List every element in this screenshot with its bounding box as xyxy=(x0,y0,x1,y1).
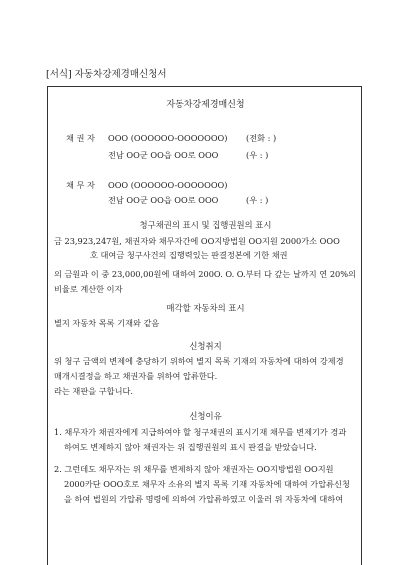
reason-item-1-line-2: 하여도 변제하지 않아 채권자는 위 집행권원의 표시 판결을 받았습니다. xyxy=(64,442,317,452)
claim-line-4: 비율로 계산한 이자 xyxy=(54,284,123,294)
application-form xyxy=(47,86,362,565)
creditor-postal: (우 : ) xyxy=(246,150,269,160)
claim-line-1: 금 23,923,247원, 채권자와 채무자간에 OO지방법원 OO지원 2000가소 OOO xyxy=(54,236,340,246)
purpose-line-1: 위 청구 금액의 변제에 충당하기 위하여 별지 목록 기재의 자동차에 대하여 강제경 xyxy=(54,356,344,366)
claim-line-3: 의 금원과 이 중 23,000,00원에 대하여 200O. O. O.부터 다 갚는 날까지 연 20%의 xyxy=(54,269,356,279)
creditor-label: 채 권 자 xyxy=(66,133,95,143)
vehicle-text: 별지 자동차 목록 기재와 같음 xyxy=(54,318,160,328)
reason-item-2-line-1: 2. 그런데도 채무자는 위 채무를 변제하지 않아 채권자는 OO지방법원 OO지원 xyxy=(54,464,334,474)
creditor-address: 전남 OO군 OO읍 OO로 OOO xyxy=(108,150,219,160)
debtor-postal: (우 : ) xyxy=(246,195,269,205)
creditor-phone: (전화 : ) xyxy=(246,133,277,143)
reason-heading: 신청이유 xyxy=(189,411,222,421)
purpose-line-2: 매개시결정을 하고 채권자를 위하여 압류한다. xyxy=(54,371,218,381)
purpose-heading: 신청취지 xyxy=(189,341,222,351)
form-label: [서식] 자동차강제경매신청서 xyxy=(46,69,167,80)
reason-item-1-line-1: 1. 채무자가 채권자에게 지급하여야 할 청구채권의 표시기재 채무를 변제기가 경과 xyxy=(54,427,347,437)
vehicle-heading: 매각할 자동차의 표시 xyxy=(166,303,245,313)
debtor-address: 전남 OO군 OO읍 OO로 OOO xyxy=(108,195,219,205)
creditor-name: OOO (OOOOOO-OOOOOOO) xyxy=(108,133,228,143)
claim-line-2: 호 대여금 청구사건의 집행력있는 판결정본에 기한 채권 xyxy=(90,250,288,260)
claim-heading: 청구채권의 표시 및 집행권원의 표시 xyxy=(139,220,272,230)
document-title: 자동차강제경매신청 xyxy=(166,100,245,110)
reason-item-2-line-2: 2000카단 OOO호로 채무자 소유의 별지 목록 기재 자동차에 대하여 가압류신청 xyxy=(64,479,350,489)
purpose-line-3: 라는 재판을 구합니다. xyxy=(54,386,133,396)
debtor-label: 채 무 자 xyxy=(66,180,95,190)
reason-item-2-line-3: 을 하여 법원의 가압류 명령에 의하여 가압류하였고 이울러 위 자동차에 대하여 xyxy=(64,494,344,504)
debtor-name: OOO (OOOOOO-OOOOOOO) xyxy=(108,180,228,190)
